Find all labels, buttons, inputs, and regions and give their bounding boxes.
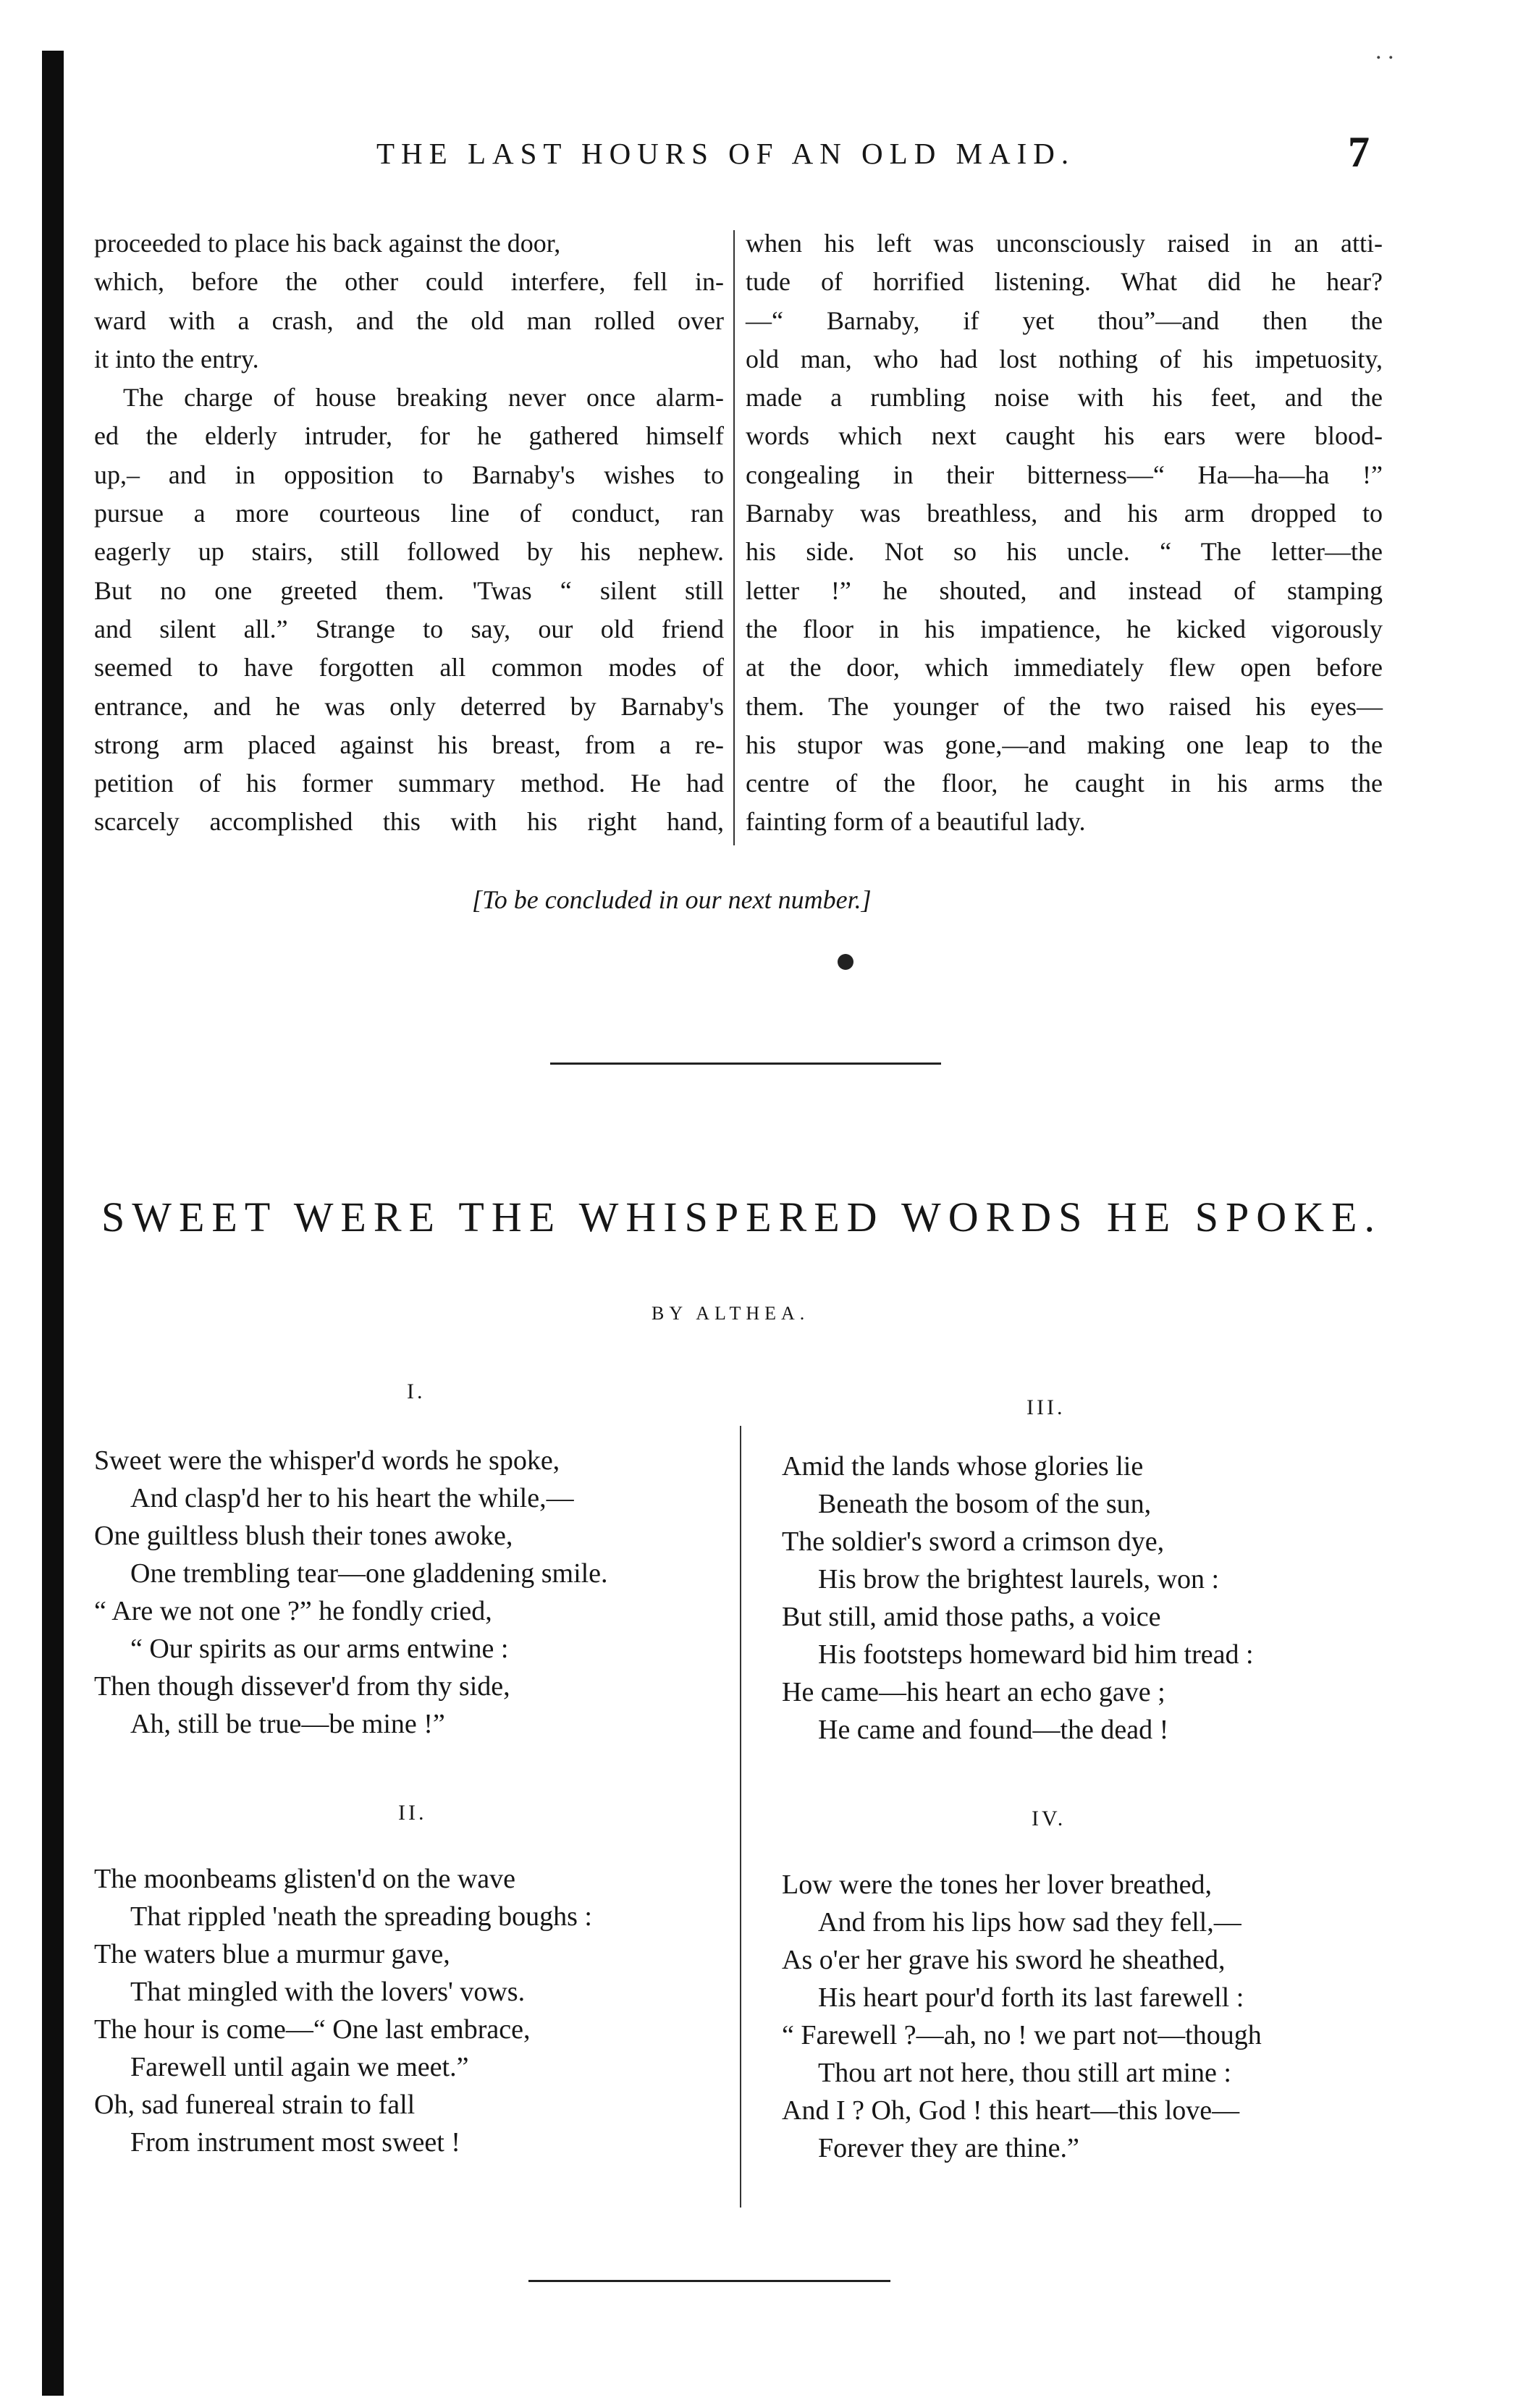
verse-line: His footsteps homeward bid him tread : [818,1639,1254,1670]
verse-line: That mingled with the lovers' vows. [130,1977,526,2007]
verse-line: And clasp'd her to his heart the while,— [130,1483,574,1513]
text-line: the floor in his impatience, he kicked vigorously [746,614,1383,643]
verse-line: Thou art not here, thou still art mine : [818,2058,1231,2088]
text-line: strong arm placed against his breast, from a re- [94,730,724,759]
continuation-note: [To be concluded in our next number.] [472,885,872,914]
text-line: ward with a crash, and the old man rolled over [94,305,724,335]
stanza [782,1866,1404,2167]
verse-line: As o'er her grave his sword he sheathed, [782,1945,1226,1975]
text-line: scarcely accomplished this with his right hand, [94,807,724,837]
verse-line: One trembling tear—one gladdening smile. [130,1558,608,1589]
stanza-number: II. [398,1801,427,1825]
stanza-number: I. [407,1380,426,1403]
verse-line: Oh, sad funereal strain to fall [94,2090,416,2120]
verse-line: “ Are we not one ?” he fondly cried, [94,1596,492,1626]
verse-line: Low were the tones her lover breathed, [782,1870,1213,1900]
text-line: petition of his former summary method. He had [94,769,724,798]
text-line: pursue a more courteous line of conduct, ran [94,499,724,528]
verse-line: The hour is come—“ One last embrace, [94,2014,531,2045]
verse-line: Amid the lands whose glories lie [782,1451,1144,1482]
verse-line: Ah, still be true—be mine !” [130,1709,445,1739]
verse-line: One guiltless blush their tones awoke, [94,1521,513,1551]
page-number: 7 [1348,128,1370,176]
verse-line: The moonbeams glisten'd on the wave [94,1864,515,1894]
running-title: THE LAST HOURS OF AN OLD MAID. [376,137,1076,170]
verse-line: Beneath the bosom of the sun, [818,1489,1152,1519]
verse-line: And I ? Oh, God ! this heart—this love— [782,2095,1240,2126]
verse-line: From instrument most sweet ! [130,2127,460,2158]
verse-line: But still, amid those paths, a voice [782,1602,1161,1632]
column-divider [733,230,735,845]
text-line: eagerly up stairs, still followed by his nephew. [94,537,724,567]
section-rule [550,1063,941,1065]
text-line: ed the elderly intruder, for he gathered himself [94,421,724,451]
text-line: it into the entry. [94,344,259,373]
verse-line: Then though dissever'd from thy side, [94,1671,510,1702]
text-line: centre of the floor, he caught in his arms the [746,769,1383,798]
text-line: tude of horrified listening. What did he hear? [746,267,1383,297]
text-line: when his left was unconsciously raised in an atti- [746,229,1383,258]
ornament [838,954,853,970]
verse-line: He came—his heart an echo gave ; [782,1677,1165,1707]
verse-line: Sweet were the whisper'd words he spoke, [94,1445,560,1476]
text-line: made a rumbling noise with his feet, and the [746,383,1383,413]
story-left-column [94,224,724,842]
end-rule [528,2280,890,2282]
text-line: proceeded to place his back against the door, [94,229,561,258]
text-line: words which next caught his ears were blood- [746,421,1383,451]
binding-edge [42,51,64,2396]
poem-byline: BY ALTHEA. [652,1303,810,1324]
text-line: congealing in their bitterness—“ Ha—ha—ha !” [746,460,1383,489]
stanza [94,1442,717,1743]
stanza [782,1448,1404,1749]
story-right-column [746,224,1383,842]
text-line: seemed to have forgotten all common modes of [94,653,724,683]
text-line: But no one greeted them. 'Twas “ silent still [94,575,724,605]
verse-line: The waters blue a murmur gave, [94,1939,450,1969]
text-line: —“ Barnaby, if yet thou”—and then the [746,305,1383,335]
corner-mark: . . [1375,38,1394,64]
text-line: at the door, which immediately flew open before [746,653,1383,683]
text-line: and silent all.” Strange to say, our old friend [94,614,724,643]
text-line: letter !” he shouted, and instead of stamping [746,575,1383,605]
text-line: them. The younger of the two raised his eyes— [746,691,1383,721]
poem-title: SWEET WERE THE WHISPERED WORDS HE SPOKE. [101,1194,1382,1241]
verse-line: The soldier's sword a crimson dye, [782,1526,1165,1557]
poem-column-divider [740,1426,741,2208]
verse-line: His brow the brightest laurels, won : [818,1564,1220,1594]
verse-line: “ Farewell ?—ah, no ! we part not—though [782,2020,1262,2050]
text-line: which, before the other could interfere, fell in- [94,267,724,297]
stanza-number: III. [1027,1395,1066,1419]
verse-line: “ Our spirits as our arms entwine : [130,1634,509,1664]
text-line: entrance, and he was only deterred by Barnaby's [94,691,724,721]
verse-line: And from his lips how sad they fell,— [818,1907,1242,1938]
stanza-number: IV. [1032,1807,1066,1830]
verse-line: Forever they are thine.” [818,2133,1079,2163]
stanza [94,1860,717,2161]
verse-line: That rippled 'neath the spreading boughs : [130,1901,592,1932]
text-line: old man, who had lost nothing of his impetuosity, [746,344,1383,373]
verse-line: Farewell until again we meet.” [130,2052,469,2082]
text-line: The charge of house breaking never once alarm- [123,383,724,413]
text-line: his side. Not so his uncle. “ The letter—the [746,537,1383,567]
text-line: up,– and in opposition to Barnaby's wishes to [94,460,724,489]
verse-line: His heart pour'd forth its last farewell : [818,1982,1244,2013]
text-line: fainting form of a beautiful lady. [746,807,1086,837]
text-line: Barnaby was breathless, and his arm dropped to [746,499,1383,528]
text-line: his stupor was gone,—and making one leap to the [746,730,1383,759]
verse-line: He came and found—the dead ! [818,1715,1169,1745]
